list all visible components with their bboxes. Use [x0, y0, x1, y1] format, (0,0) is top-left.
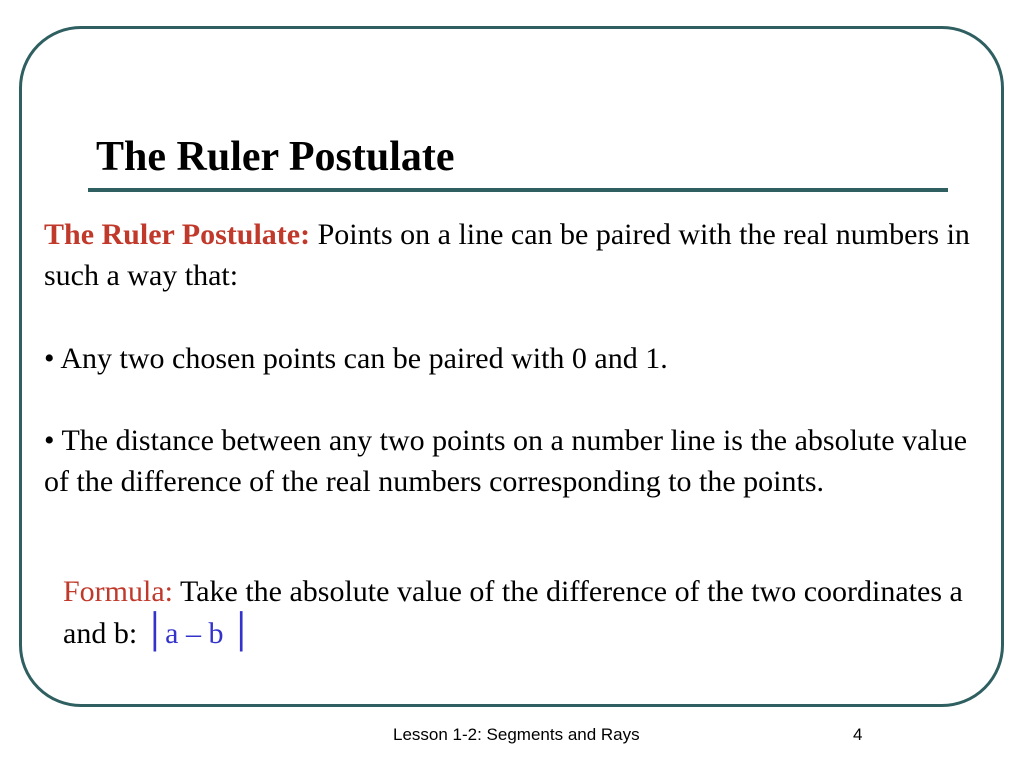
formula-label: Formula:: [63, 575, 173, 608]
postulate-text: Points on a line can be paired with the real numbers in such a way that:: [44, 218, 970, 292]
formula-expression: a – b: [165, 617, 224, 650]
footer-page-number: 4: [853, 725, 863, 744]
title-underline: [88, 188, 948, 192]
absolute-bar-left: │: [144, 612, 166, 652]
bullet-item-2: • The distance between any two points on a number line is the absolute value of the difference of the real numbers corresponding to the points.: [44, 424, 968, 498]
formula-paragraph: [63, 571, 963, 654]
formula-text: Take the absolute value of the difference of the two coordinates a and b:: [63, 575, 963, 650]
absolute-bar-right: │: [230, 612, 252, 652]
slide-title: The Ruler Postulate: [96, 134, 455, 180]
bullet-item-1: • Any two chosen points can be paired with 0 and 1.: [44, 342, 668, 375]
postulate-paragraph: [44, 214, 974, 296]
footer-lesson: Lesson 1-2: Segments and Rays: [393, 725, 640, 744]
postulate-label: The Ruler Postulate:: [44, 218, 311, 251]
